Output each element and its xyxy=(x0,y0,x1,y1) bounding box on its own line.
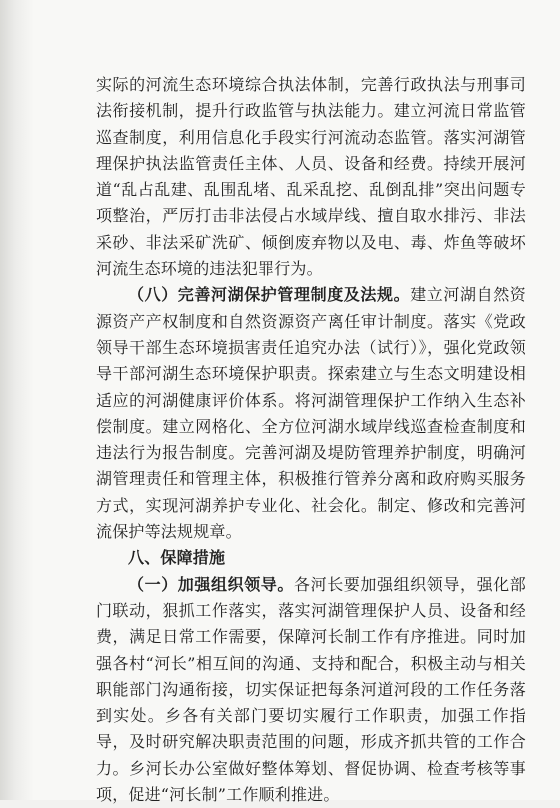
paragraph-text: 建立河湖自然资源资产产权制度和自然资源资产离任审计制度。落实《党政领导干部生态环境损害责任追究办法（试行）》，强化党政领导干部河湖生态环境保护职责。探索建立与生态文明建设相适应的河湖健康评价体系。将河湖管理保护工作纳入生态补偿制度。建立网格化、全方位河湖水域岸线巡查检查制度和违法行为报告制度。完善河湖及堤防管理养护制度，明确河湖管理责任和管理主体，积极推行管养分离和政府购买服务方式，实现河湖养护专业化、社会化。制定、修改和完善河流保护等法规规章。 xyxy=(96,285,527,542)
paragraph-enforcement xyxy=(96,72,526,282)
paragraph-text: 各河长要加强组织领导，强化部门联动，狠抓工作落实，落实河湖管理保护人员、设备和经费，满足日常工作需要，保障河长制工作有序推进。同时加强各村“河长”相互间的沟通、支持和配合，积极主动与相关职能部门沟通衔接，切实保证把每条河道河段的工作任务落到实处。乡各有关部门要切实履行工作职责，加强工作指导，及时研究解决职责范围的问题，形成齐抓共管的工作合力。乡河长办公室做好整体筹划、督促协调、检查考核等事项，促进“河长制”工作顺利推进。 xyxy=(96,574,526,805)
paragraph-organization-leadership xyxy=(96,572,526,808)
document-body xyxy=(96,72,526,808)
paragraph-river-lake-system xyxy=(96,282,526,545)
paragraph-text: 实际的河流生态环境综合执法体制，完善行政执法与刑事司法衔接机制，提升行政监管与执法能力。建立河流日常监管巡查制度，利用信息化手段实行河流动态监管。落实河湖管理保护执法监管责任主体、人员、设备和经费。持续开展河道“乱占乱建、乱围乱堵、乱采乱挖、乱倒乱排”突出问题专项整治，严厉打击非法侵占水域岸线、擅自取水排污、非法采砂、非法采矿洗矿、倾倒废弃物以及电、毒、炸鱼等破坏河流生态环境的违法犯罪行为。 xyxy=(96,75,526,279)
page-edge-shadow xyxy=(0,0,34,800)
subsection-heading: （八）完善河湖保护管理制度及法规。 xyxy=(128,285,411,305)
subsection-heading: （一）加强组织领导。 xyxy=(128,574,294,594)
section-heading: 八、保障措施 xyxy=(128,548,226,568)
